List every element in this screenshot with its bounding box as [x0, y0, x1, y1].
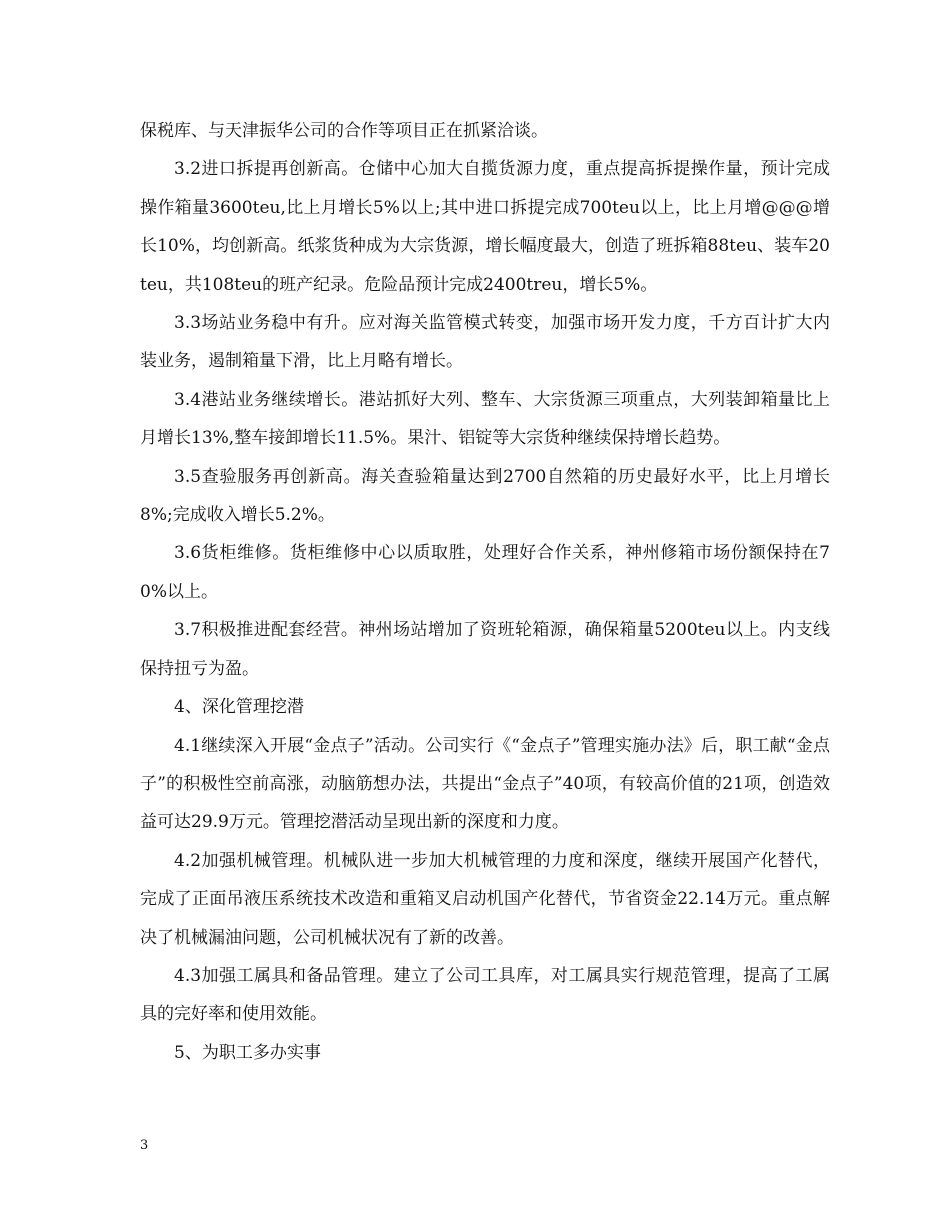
- paragraph-3-7: 3.7积极推进配套经营。神州场站增加了资班轮箱源，确保箱量5200teu以上。内支线保持扭亏为盈。: [140, 620, 830, 679]
- paragraph-4-2: 4.2加强机械管理。机械队进一步加大机械管理的力度和深度，继续开展国产化替代，完成了正面吊液压系统技术改造和重箱叉启动机国产化替代，节省资金22.14万元。重点解决了机械漏油问题，公司机械状况有了新的改善。: [140, 850, 830, 948]
- page-number: 3: [140, 1138, 149, 1153]
- document-body: [140, 112, 830, 1072]
- paragraph-4-3: 4.3加强工属具和备品管理。建立了公司工具库，对工属具实行规范管理，提高了工属具的完好率和使用效能。: [140, 965, 830, 1025]
- paragraph-3-3: 3.3场站业务稳中有升。应对海关监管模式转变，加强市场开发力度，千方百计扩大内装业务，遏制箱量下滑，比上月略有增长。: [140, 313, 830, 372]
- section-heading-5: 5、为职工多办实事: [174, 1042, 321, 1063]
- section-heading-4: 4、深化管理挖潜: [174, 697, 304, 718]
- paragraph-3-6: 3.6货柜维修。货柜维修中心以质取胜，处理好合作关系，神州修箱市场份额保持在70%以上。: [140, 543, 830, 602]
- paragraph-4-1: 4.1继续深入开展“金点子”活动。公司实行《“金点子”管理实施办法》后，职工献“金点子”的积极性空前高涨，动脑筋想办法，共提出“金点子”40项，有较高价值的21项，创造效益可达29.9万元。管理挖潜活动呈现出新的深度和力度。: [140, 735, 830, 833]
- paragraph-3-2: 3.2进口拆提再创新高。仓储中心加大自揽货源力度，重点提高拆提操作量，预计完成操作箱量3600teu,比上月增长5%以上;其中进口拆提完成700teu以上，比上月增@@@增长10%，均创新高。纸浆货种成为大宗货源，增长幅度最大，创造了班拆箱88teu、装车20teu，共108teu的班产纪录。危险品预计完成2400treu，增长5%。: [140, 159, 830, 295]
- paragraph-3-4: 3.4港站业务继续增长。港站抓好大列、整车、大宗货源三项重点，大列装卸箱量比上月增长13%,整车接卸增长11.5%。果汁、铝锭等大宗货种继续保持增长趋势。: [140, 389, 830, 449]
- paragraph-3-5: 3.5查验服务再创新高。海关查验箱量达到2700自然箱的历史最好水平，比上月增长8%;完成收入增长5.2%。: [140, 466, 830, 526]
- paragraph-continuation: 保税库、与天津振华公司的合作等项目正在抓紧洽谈。: [140, 121, 548, 141]
